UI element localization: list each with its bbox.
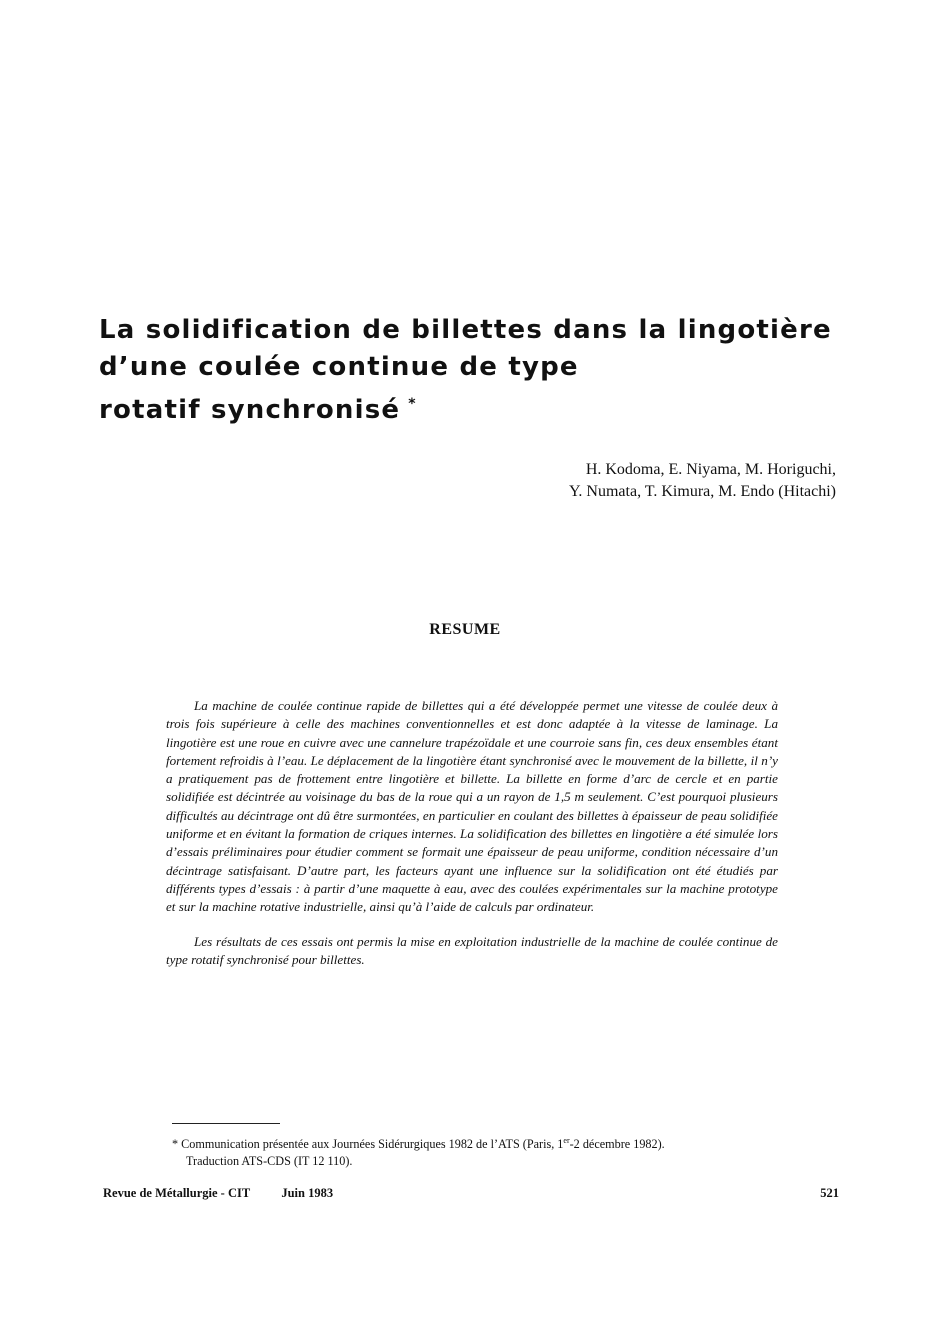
title-line-3 xyxy=(99,386,859,429)
abstract-paragraph-1: La machine de coulée continue rapide de billettes qui a été développée permet une vitesse de coulée deux à trois fois supérieure à celle des machines conventionnelles et est donc adaptée à la vitesse de laminage. La lingotière est une roue en cuivre avec une cannelure trapézoïdale et une courroie sans fin, ces deux ensembles étant fortement refroidis à l’eau. Le déplacement de la lingotière étant synchronisé avec le mouvement de la billette, il n’y a pratiquement pas de frottement entre lingotière et billette. La billette en forme d’arc de cercle et en partie solidifiée est décintrée au voisinage du bas de la roue qui a un rayon de 1,5 m seulement. C’est pourquoi plusieurs difficultés au décintrage ont dû être surmontées, en particulier en coulant des billettes à épaisseur de peau solidifiée uniforme et en évitant la formation de criques internes. La solidification des billettes en lingotière a été simulée lors d’essais préliminaires pour étudier comment se formait une épaisseur de peau uniforme, condition nécessaire d’un décintrage satisfaisant. D’autre part, les facteurs ayant une influence sur la solidification ont été étudiés par différents types d’essais : à partir d’une maquette à eau, avec des coulées expérimentales sur la machine prototype et sur la machine rotative industrielle, ainsi qu’à l’aide de calculs par ordinateur. xyxy=(166,698,778,915)
journal-name: Revue de Métallurgie - CIT xyxy=(103,1186,251,1200)
title-line-3-text: rotatif synchronisé xyxy=(99,395,401,425)
page-number: 521 xyxy=(820,1186,839,1200)
footnote-text-end: -2 décembre 1982). xyxy=(569,1137,665,1151)
title-footnote-mark: * xyxy=(408,396,417,412)
title-line-1: La solidification de billettes dans la lingotière xyxy=(99,315,832,345)
authors-line-2: Y. Numata, T. Kimura, M. Endo (Hitachi) xyxy=(568,483,836,500)
footnote-text-start: * Communication présentée aux Journées Sidérurgiques 1982 de l’ATS (Paris, 1 xyxy=(172,1137,564,1151)
title-line-2: d’une coulée continue de type xyxy=(99,352,579,382)
footnote-superscript: er xyxy=(563,1136,570,1145)
author-list xyxy=(569,459,836,503)
issue-date: Juin 1983 xyxy=(281,1186,334,1200)
abstract-body xyxy=(166,697,778,969)
footnote xyxy=(172,1132,665,1170)
page-footer xyxy=(103,1186,839,1201)
authors-line-1: H. Kodoma, E. Niyama, M. Horiguchi, xyxy=(585,461,836,478)
abstract-heading: RESUME xyxy=(429,621,501,638)
footnote-separator xyxy=(172,1123,280,1124)
footnote-line-1 xyxy=(172,1132,665,1153)
article-title xyxy=(99,312,859,429)
footnote-line-2: Traduction ATS-CDS (IT 12 110). xyxy=(186,1154,353,1168)
abstract-paragraph-2: Les résultats de ces essais ont permis la mise en exploitation industrielle de la machine de coulée continue de type rotatif synchronisé pour billettes. xyxy=(166,933,778,967)
